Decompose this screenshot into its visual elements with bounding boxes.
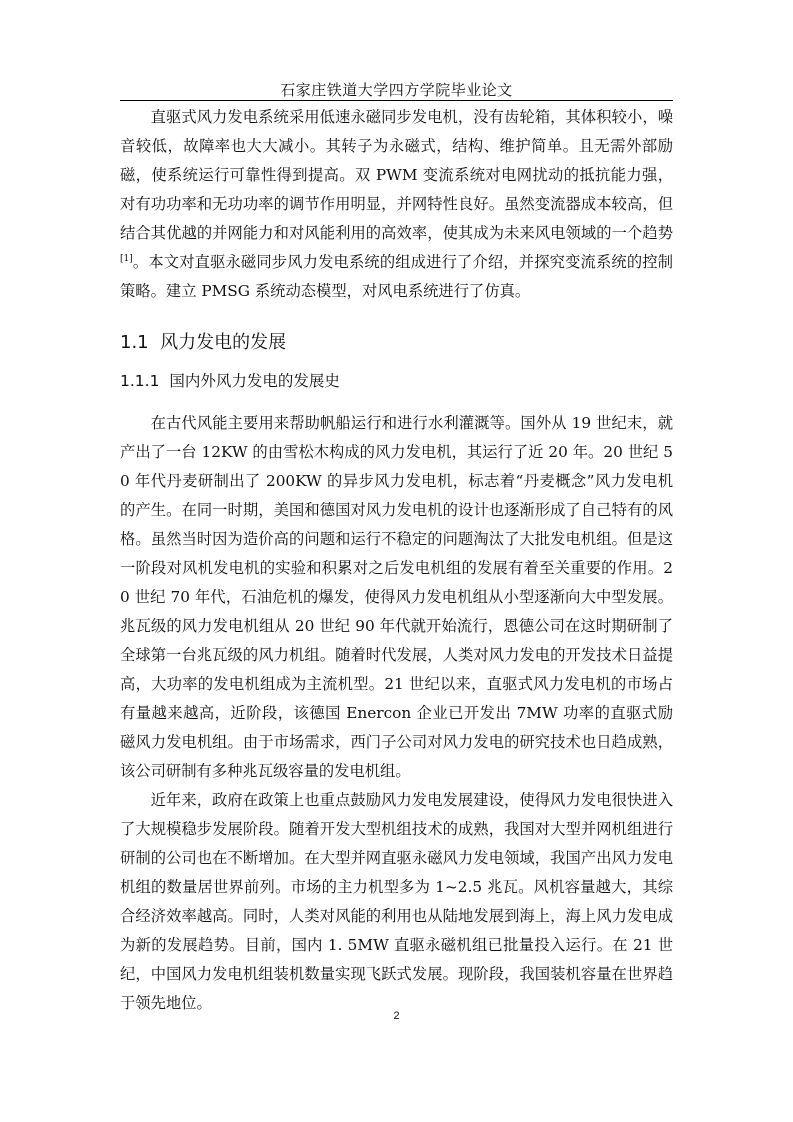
intro-text-after: 。本文对直驱永磁同步风力发电系统的组成进行了介绍，并探究变流系统的控制策略。建立 PMSG 系统动态模型，对风电系统进行了仿真。 <box>120 253 673 300</box>
section-number: 1.1 <box>120 332 149 353</box>
subsection-heading <box>120 368 673 394</box>
page-body <box>120 103 673 1018</box>
page-number: 2 <box>393 1010 400 1022</box>
header-rule <box>120 100 673 101</box>
intro-paragraph <box>120 103 673 306</box>
subsection-number: 1.1.1 <box>120 372 160 390</box>
body-paragraph-recent: 近年来，政府在政策上也重点鼓励风力发电发展建设，使得风力发电很快进入了大规模稳步发展阶段。随着开发大型机组技术的成熟，我国对大型并网机组进行研制的公司也在不断增加。在大型并网直驱永磁风力发电领域，我国产出风力发电机组的数量居世界前列。市场的主力机型多为 1~2.5 兆瓦。风机容量越大，其综合经济效率越高。同时，人类对风能的利用也从陆地发展到海上，海上风力发电成为新的发展趋势。目前，国内 1. 5MW 直驱永磁机组已批量投入运行。在 21 世纪，中国风力发电机组装机数量实现飞跃式发展。现阶段，我国装机容量在世界趋于领先地位。 <box>120 791 673 1012</box>
running-header: 石家庄铁道大学四方学院毕业论文 <box>280 81 513 99</box>
body-paragraph-history: 在古代风能主要用来帮助帆船运行和进行水利灌溉等。国外从 19 世纪末，就产出了一台 12KW 的由雪松木构成的风力发电机，其运行了近 20 年。20 世纪 50 年代丹麦研制出了 200KW 的异步风力发电机，标志着“丹麦概念”风力发电机的产生。在同一时期，美国和德国对风力发电机的设计也逐渐形成了自己特有的风格。虽然当时因为造价高的问题和运行不稳定的问题淘汰了大批发电机组。但是这一阶段对风机发电机的实验和积累对之后发电机组的发展有着至关重要的作用。20 世纪 70 年代，石油危机的爆发，使得风力发电机组从小型逐渐向大中型发展。兆瓦级的风力发电机组从 20 世纪 90 年代就开始流行，恩德公司在这时期研制了全球第一台兆瓦级的风力机组。随着时代发展，人类对风力发电的开发技术日益提高，大功率的发电机组成为主流机型。21 世纪以来，直驱式风力发电机的市场占有量越来越高，近阶段，该德国 Enercon 企业已开发出 7MW 功率的直驱式励磁风力发电机组。由于市场需求，西门子公司对风力发电的研究技术也日趋成熟，该公司研制有多种兆瓦级容量的发电机组。 <box>120 414 673 780</box>
section-title: 风力发电的发展 <box>160 332 287 353</box>
intro-text: 直驱式风力发电系统采用低速永磁同步发电机，没有齿轮箱，其体积较小，噪音较低，故障率也大大减小。其转子为永磁式，结构、维护简单。且无需外部励磁，使系统运行可靠性得到提高。双 PWM 变流系统对电网扰动的抵抗能力强，对有功功率和无功功率的调节作用明显，并网特性良好。虽然变流器成本较高，但结合其优越的并网能力和对风能利用的高效率，使其成为未来风电领域的一个趋势 <box>120 108 673 242</box>
subsection-title: 国内外风力发电的发展史 <box>169 372 340 390</box>
section-heading <box>120 329 673 357</box>
citation-marker[interactable]: [1] <box>120 253 133 264</box>
